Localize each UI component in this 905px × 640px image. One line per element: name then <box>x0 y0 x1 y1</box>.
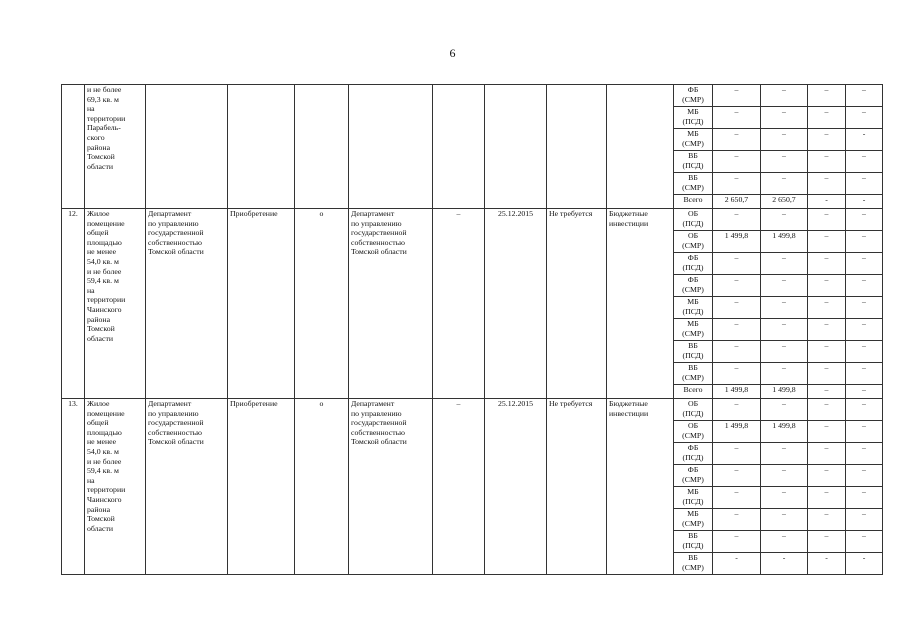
finance-value: – <box>761 509 808 531</box>
item-number-cell <box>62 209 85 399</box>
developer-cell-text: Департамент по управлению государственной собственностью Томской области <box>351 209 407 257</box>
type-cell <box>228 399 295 575</box>
finance-value: - <box>808 553 846 575</box>
expertise-cell-text: Не требуется <box>549 399 593 408</box>
form-cell <box>607 399 674 575</box>
capacity-cell-text: – <box>456 399 461 408</box>
object-name-cell-text: Жилое помещение общей площадью не менее 54,0 кв. м и не более 59,4 кв. м на территории Чаинского района Томской области <box>87 399 126 533</box>
empty-cell <box>295 85 349 209</box>
finance-value: – <box>846 385 883 399</box>
finance-source: ОБ (ПСД) <box>674 209 713 231</box>
finance-source: ОБ (ПСД) <box>674 399 713 421</box>
finance-value: 1 499,8 <box>713 385 761 399</box>
finance-value: - <box>808 195 846 209</box>
finance-value: – <box>808 297 846 319</box>
finance-value: – <box>761 319 808 341</box>
finance-source: ОБ (СМР) <box>674 421 713 443</box>
type-cell-text: Приобретение <box>230 209 278 218</box>
finance-value: – <box>761 253 808 275</box>
finance-value: – <box>761 443 808 465</box>
object-name-cell-text: Жилое помещение общей площадью не менее 54,0 кв. м и не более 59,4 кв. м на территории Чаинского района Томской области <box>87 209 126 343</box>
finance-value: – <box>808 487 846 509</box>
form-cell-text: Бюджетные инвестиции <box>609 399 649 418</box>
date-cell <box>485 209 547 399</box>
finance-value: – <box>846 319 883 341</box>
customer-cell-text: Департамент по управлению государственной собственностью Томской области <box>148 399 204 447</box>
finance-value: – <box>808 151 846 173</box>
object-name-cell <box>85 85 146 209</box>
developer-cell-text: Департамент по управлению государственной собственностью Томской области <box>351 399 407 447</box>
finance-value: – <box>761 297 808 319</box>
finance-value: - <box>761 553 808 575</box>
finance-value: – <box>761 487 808 509</box>
finance-value: – <box>713 297 761 319</box>
finance-value: – <box>713 399 761 421</box>
finance-value: – <box>808 231 846 253</box>
developer-cell <box>349 209 433 399</box>
finance-value: – <box>808 443 846 465</box>
finance-value: – <box>713 209 761 231</box>
date-cell <box>485 399 547 575</box>
finance-source: ВБ (СМР) <box>674 173 713 195</box>
capacity-cell <box>433 399 485 575</box>
finance-value: – <box>808 129 846 151</box>
empty-cell <box>433 85 485 209</box>
finance-source: МБ (ПСД) <box>674 297 713 319</box>
finance-value: – <box>713 85 761 107</box>
finance-value: – <box>846 85 883 107</box>
finance-source: ОБ (СМР) <box>674 231 713 253</box>
finance-value: – <box>808 465 846 487</box>
finance-value: – <box>713 275 761 297</box>
finance-value: 2 650,7 <box>713 195 761 209</box>
finance-value: – <box>808 341 846 363</box>
finance-source: ФБ (ПСД) <box>674 443 713 465</box>
item-number-cell <box>62 399 85 575</box>
finance-value: – <box>846 399 883 421</box>
finance-value: – <box>846 421 883 443</box>
finance-value: – <box>846 341 883 363</box>
type-cell <box>228 209 295 399</box>
finance-source: ВБ (ПСД) <box>674 531 713 553</box>
finance-value: – <box>713 129 761 151</box>
type-cell-text: Приобретение <box>230 399 278 408</box>
finance-value: – <box>713 253 761 275</box>
finance-value: – <box>846 509 883 531</box>
finance-value: – <box>761 275 808 297</box>
finance-value: – <box>808 275 846 297</box>
empty-cell <box>607 85 674 209</box>
finance-value: – <box>713 465 761 487</box>
category-cell-text: о <box>319 399 324 408</box>
finance-source: МБ (ПСД) <box>674 487 713 509</box>
finance-value: – <box>808 209 846 231</box>
form-cell <box>607 209 674 399</box>
object-name-cell-text: и не более 69,3 кв. м на территории Парабель- ского района Томской области <box>87 85 126 171</box>
finance-value: – <box>846 107 883 129</box>
finance-value: – <box>846 443 883 465</box>
finance-value: – <box>713 531 761 553</box>
finance-value: – <box>808 253 846 275</box>
finance-value: – <box>808 173 846 195</box>
finance-source: ФБ (СМР) <box>674 465 713 487</box>
customer-cell <box>146 209 228 399</box>
category-cell <box>295 399 349 575</box>
investment-table <box>61 84 883 575</box>
finance-value: – <box>846 173 883 195</box>
finance-value: – <box>713 151 761 173</box>
finance-value: – <box>761 107 808 129</box>
date-cell-text: 25.12.2015 <box>497 399 534 408</box>
finance-value: – <box>761 151 808 173</box>
expertise-cell <box>547 399 607 575</box>
developer-cell <box>349 399 433 575</box>
num-cell <box>62 85 85 209</box>
capacity-cell-text: – <box>456 209 461 218</box>
finance-value: – <box>713 443 761 465</box>
finance-source: МБ (ПСД) <box>674 107 713 129</box>
table-body <box>62 85 883 575</box>
finance-value: – <box>761 129 808 151</box>
finance-value: – <box>761 399 808 421</box>
finance-value: – <box>846 531 883 553</box>
finance-source: МБ (СМР) <box>674 319 713 341</box>
expertise-cell-text: Не требуется <box>549 209 593 218</box>
finance-value: – <box>808 363 846 385</box>
capacity-cell <box>433 209 485 399</box>
finance-source: ФБ (ПСД) <box>674 253 713 275</box>
finance-value: – <box>846 275 883 297</box>
finance-value: – <box>713 363 761 385</box>
finance-value: – <box>846 363 883 385</box>
finance-value: – <box>808 509 846 531</box>
finance-value: – <box>761 173 808 195</box>
empty-cell <box>228 85 295 209</box>
item-number-cell-text: 13. <box>68 399 78 408</box>
finance-value: 1 499,8 <box>761 385 808 399</box>
finance-value: - <box>846 129 883 151</box>
finance-source: МБ (СМР) <box>674 129 713 151</box>
finance-value: 1 499,8 <box>713 421 761 443</box>
finance-value: – <box>713 107 761 129</box>
finance-value: – <box>808 107 846 129</box>
finance-value: 1 499,8 <box>761 421 808 443</box>
finance-value: - <box>846 553 883 575</box>
empty-cell <box>485 85 547 209</box>
finance-value: – <box>846 465 883 487</box>
customer-cell-text: Департамент по управлению государственной собственностью Томской области <box>148 209 204 257</box>
finance-value: – <box>846 297 883 319</box>
finance-source: Всего <box>674 385 713 399</box>
finance-value: - <box>713 553 761 575</box>
page-number: 6 <box>449 46 456 60</box>
finance-value: – <box>808 421 846 443</box>
finance-source: ВБ (СМР) <box>674 553 713 575</box>
finance-value: 1 499,8 <box>713 231 761 253</box>
finance-value: – <box>808 531 846 553</box>
date-cell-text: 25.12.2015 <box>497 209 534 218</box>
empty-cell <box>349 85 433 209</box>
empty-cell <box>547 85 607 209</box>
finance-source: Всего <box>674 195 713 209</box>
category-cell-text: о <box>319 209 324 218</box>
finance-value: – <box>808 385 846 399</box>
finance-value: – <box>808 319 846 341</box>
finance-value: – <box>713 341 761 363</box>
form-cell-text: Бюджетные инвестиции <box>609 209 649 228</box>
finance-value: – <box>761 465 808 487</box>
finance-value: – <box>761 531 808 553</box>
finance-source: ВБ (ПСД) <box>674 151 713 173</box>
finance-source: ФБ (СМР) <box>674 85 713 107</box>
empty-cell <box>146 85 228 209</box>
finance-value: – <box>713 319 761 341</box>
finance-value: 2 650,7 <box>761 195 808 209</box>
finance-source: ВБ (ПСД) <box>674 341 713 363</box>
finance-source: ФБ (СМР) <box>674 275 713 297</box>
customer-cell <box>146 399 228 575</box>
item-number-cell-text: 12. <box>68 209 78 218</box>
finance-value: - <box>846 195 883 209</box>
finance-source: ВБ (СМР) <box>674 363 713 385</box>
object-name-cell <box>85 209 146 399</box>
table-row <box>62 85 883 107</box>
finance-value: – <box>846 231 883 253</box>
finance-value: – <box>713 173 761 195</box>
finance-value: – <box>846 253 883 275</box>
finance-value: – <box>713 487 761 509</box>
expertise-cell <box>547 209 607 399</box>
category-cell <box>295 209 349 399</box>
finance-value: – <box>761 363 808 385</box>
finance-value: – <box>713 509 761 531</box>
finance-value: 1 499,8 <box>761 231 808 253</box>
finance-value: – <box>808 399 846 421</box>
finance-value: – <box>846 151 883 173</box>
finance-value: – <box>846 209 883 231</box>
finance-value: – <box>846 487 883 509</box>
table-row <box>62 209 883 231</box>
object-name-cell <box>85 399 146 575</box>
finance-value: – <box>808 85 846 107</box>
table-row <box>62 399 883 421</box>
finance-value: – <box>761 85 808 107</box>
finance-value: – <box>761 209 808 231</box>
finance-value: – <box>761 341 808 363</box>
finance-source: МБ (СМР) <box>674 509 713 531</box>
